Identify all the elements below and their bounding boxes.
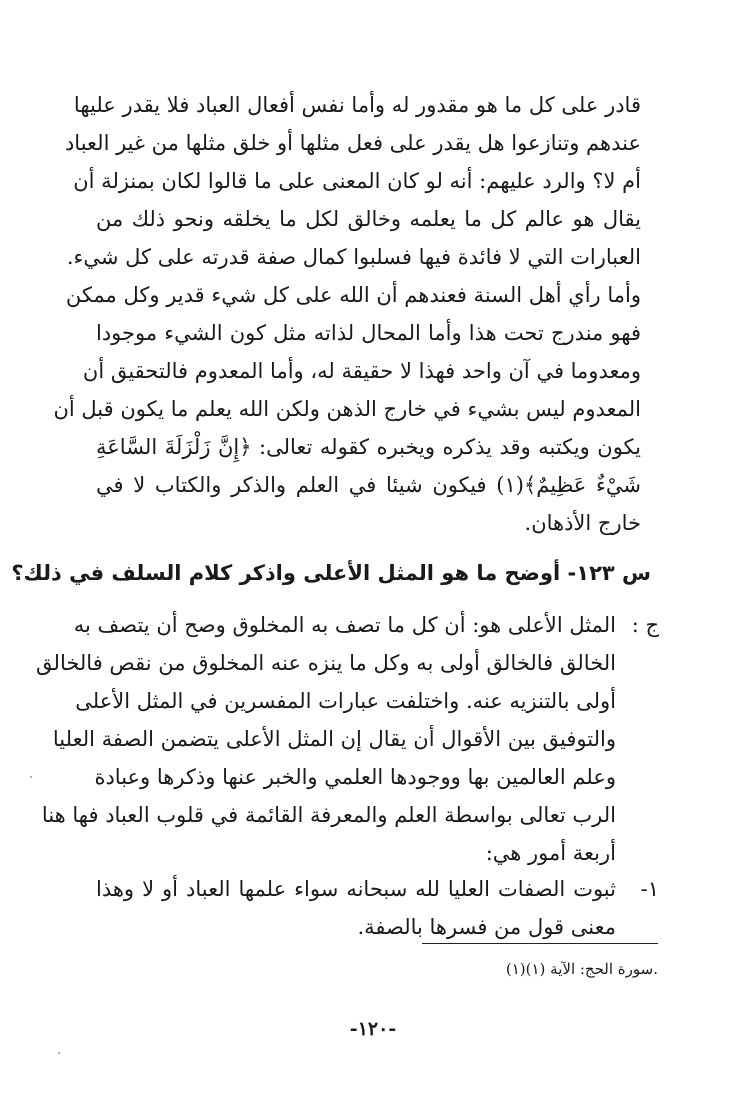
text-line: المثل الأعلى هو: أن كل ما تصف به المخلوق وصح أن يتصف به <box>73 613 616 637</box>
text-line: والتوفيق بين الأقوال أن يقال إن المثل الأعلى يتضمن الصفة العليا <box>52 727 616 751</box>
text-line: العبارات التي لا فائدة فيها فسلبوا كمال صفة قدرته على كل شيء. <box>66 245 641 269</box>
text-line: شَيْءٌ عَظِيمٌ﴾(١) فيكون شيئا في العلم والذكر والكتاب لا في <box>96 473 642 497</box>
text-line: خارج الأذهان. <box>524 511 641 535</box>
text-line: قادر على كل ما هو مقدور له وأما نفس أفعال العباد فلا يقدر عليها <box>73 93 641 117</box>
list-item-number: ١- <box>640 877 659 901</box>
scan-speck <box>30 776 32 778</box>
text-line: الخالق فالخالق أولى به وكل ما ينزه عنه المخلوق من نقص فالخالق <box>36 651 616 675</box>
text-line: وعلم العالمين بها ووجودها العلمي والخبر عنها وذكرها وعبادة <box>94 765 616 789</box>
text-line: عندهم وتنازعوا هل يقدر على فعل مثلها أو خلق مثلها من غير العباد <box>64 131 641 155</box>
text-line: أولى بالتنزيه عنه. واختلفت عبارات المفسرين في المثل الأعلى <box>75 689 616 713</box>
question-heading: س ١٢٣- أوضح ما هو المثل الأعلى واذكر كلام السلف في ذلك؟ <box>11 561 651 585</box>
text-line: ومعدوما في آن واحد فهذا لا حقيقة له، وأما المعدوم فالتحقيق أن <box>82 359 641 383</box>
page-number: -١٢٠- <box>349 1018 397 1040</box>
text-line: يقال هو عالم كل ما يعلمه وخالق لكل ما يخلقه ونحو ذلك من <box>96 207 641 231</box>
footnote-divider <box>422 943 658 944</box>
text-line: يكون ويكتبه وقد يذكره ويخبره كقوله تعالى: ﴿إِنَّ زَلْزَلَةَ السَّاعَةِ <box>96 435 641 459</box>
footnote-number: (١) <box>505 960 526 978</box>
footnote-text: سورة الحج: الآية (١). <box>525 960 658 978</box>
text-line: الرب تعالى بواسطة العلم والمعرفة القائمة في قلوب العباد فها هنا <box>41 803 616 827</box>
list-item-line: معنى قول من فسرها بالصفة. <box>357 915 616 939</box>
list-item-line: ثبوت الصفات العليا لله سبحانه سواء علمها العباد أو لا وهذا <box>96 877 616 901</box>
text-line: المعدوم ليس بشيء في خارج الذهن ولكن الله يعلم ما يكون قبل أن <box>53 397 641 421</box>
text-line: وأما رأي أهل السنة فعندهم أن الله على كل شيء قدير وكل ممكن <box>65 283 641 307</box>
answer-label: ج : <box>631 613 659 637</box>
footnote <box>494 956 658 982</box>
text-line: أم لا؟ والرد عليهم: أنه لو كان المعنى على ما قالوا لكان بمنزلة أن <box>73 169 641 193</box>
text-line: أربعة أمور هي: <box>485 841 616 865</box>
text-line: فهو مندرج تحت هذا وأما المحال لذاته مثل كون الشيء موجودا <box>96 321 641 345</box>
scan-speck <box>58 1052 60 1054</box>
